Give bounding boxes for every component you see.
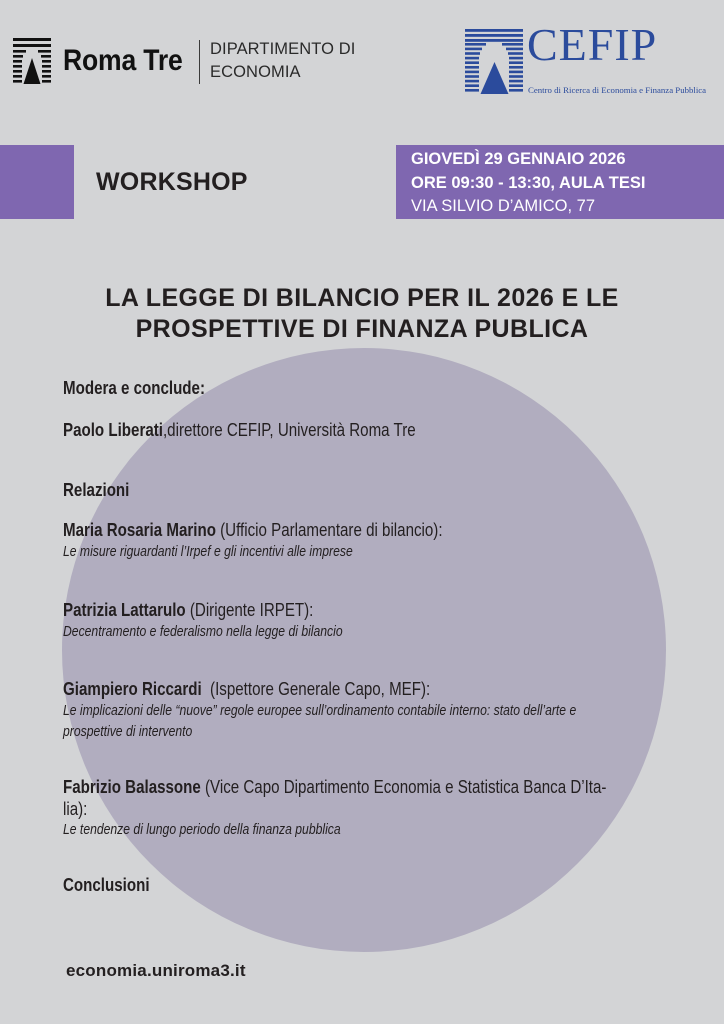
event-address: VIA SILVIO D’AMICO, 77 [411,197,596,215]
closing-label: Conclusioni [63,875,150,895]
event-type-label: WORKSHOP [96,168,248,196]
moderator-label: Modera e conclude: [63,378,205,398]
speaker-name: Maria Rosaria Marino [63,520,216,540]
talk-topic-line-2: prospettive di intervento [63,724,193,740]
cefip-subtitle: Centro di Ricerca di Economia e Finanza Pubblica [528,85,707,95]
department-line-2: ECONOMIA [210,63,301,81]
roma-tre-wordmark: Roma Tre [63,44,183,77]
speaker-name: Fabrizio Balassone [63,777,201,797]
speaker-name: Giampiero Riccardi [63,679,202,699]
closing-section [63,875,663,897]
talk-topic: Le tendenze di lungo periodo della finanza pubblica [63,822,341,838]
department-line-1: DIPARTIMENTO DI [210,40,356,58]
moderator-role: ,direttore CEFIP, Università Roma Tre [162,420,416,440]
speaker-name: Patrizia Lattarulo [63,600,186,620]
talk-topic: Le misure riguardanti l’Irpef e gli incentivi alle imprese [63,544,353,560]
moderator [63,420,663,442]
title-line-2: PROSPETTIVE DI FINANZA PUBLICA [135,315,589,343]
website-link[interactable]: economia.uniroma3.it [66,961,246,980]
moderator-section [63,378,663,400]
talks-section [63,480,663,502]
speaker-affiliation: (Dirigente IRPET): [185,600,314,620]
speaker-affiliation: (Ispettore Generale Capo, MEF): [201,679,431,699]
cefip-wordmark: CEFIP [527,19,658,70]
event-date: GIOVEDÌ 29 GENNAIO 2026 [411,150,626,168]
speaker-affiliation: (Ufficio Parlamentare di bilancio): [215,520,443,540]
title-line-1: LA LEGGE DI BILANCIO PER IL 2026 E LE [105,284,619,312]
talk-item [63,679,663,743]
talk-item [63,520,663,563]
talk-topic-line-1: Le implicazioni delle “nuove” regole europee sull’ordinamento contabile interno: stato dell’arte e [63,703,577,719]
roma-tre-logo-icon [13,38,51,84]
program [63,0,663,1024]
talk-item [63,600,663,643]
event-time-place: ORE 09:30 - 13:30, AULA TESI [411,173,646,192]
talk-topic: Decentramento e federalismo nella legge di bilancio [63,624,343,640]
speaker-affiliation-cont: lia): [63,799,88,819]
talks-label: Relazioni [63,480,130,500]
talk-item [63,777,663,841]
moderator-name: Paolo Liberati [63,420,163,440]
speaker-affiliation: (Vice Capo Dipartimento Economia e Statistica Banca D’Ita- [200,777,607,797]
